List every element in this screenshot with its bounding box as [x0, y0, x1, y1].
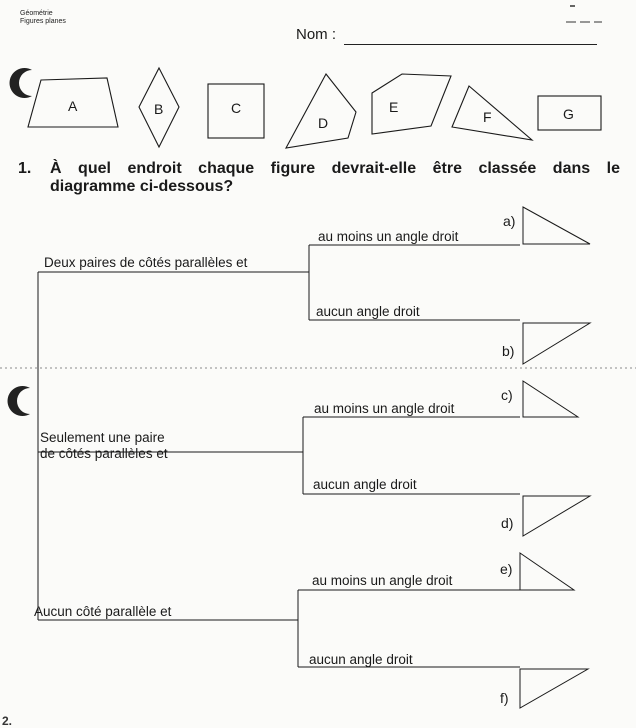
question-text-line1: À quel endroit chaque figure devrait-elle être classée dans le [50, 160, 620, 177]
group-2-top-branch-label: au moins un angle droit [314, 401, 455, 416]
figure-f-letter: F [483, 109, 492, 125]
answer-triangle-c [523, 381, 578, 417]
header-topic: Figures planes [20, 18, 66, 25]
figure-c-letter: C [231, 100, 242, 116]
group-3-top-branch-label: au moins un angle droit [312, 573, 453, 588]
group-2-bottom-branch-label: aucun angle droit [313, 477, 417, 492]
group-2-label-line2: de côtés parallèles et [40, 446, 168, 461]
figure-a-letter: A [68, 98, 78, 114]
answer-label-a: a) [503, 213, 516, 229]
header-subject: Géométrie [20, 10, 53, 17]
question-number: 1. [18, 160, 32, 177]
figure-g-letter: G [563, 106, 574, 122]
figure-b-letter: B [154, 101, 164, 117]
figure-d-letter: D [318, 115, 329, 131]
answer-label-d: d) [501, 515, 514, 531]
binder-hole-top [10, 68, 32, 98]
answer-triangle-b [523, 323, 590, 364]
figure-f-triangle [452, 86, 532, 140]
group-1-label: Deux paires de côtés parallèles et [44, 255, 248, 270]
answer-triangle-d [523, 496, 590, 536]
group-1-top-branch-label: au moins un angle droit [318, 229, 459, 244]
question-text-line2: diagramme ci-dessous? [50, 178, 234, 195]
figure-e-letter: E [389, 99, 399, 115]
answer-label-c: c) [501, 387, 513, 403]
group-1-bottom-branch-label: aucun angle droit [316, 304, 420, 319]
answer-label-f: f) [500, 690, 509, 706]
next-question-number: 2. [2, 714, 13, 728]
group-3-label: Aucun côté parallèle et [34, 604, 172, 619]
figure-d-pentagon [286, 74, 356, 148]
group-2-label-line1: Seulement une paire [40, 430, 165, 445]
name-label: Nom : [296, 26, 337, 43]
answer-label-b: b) [502, 343, 515, 359]
binder-hole-middle [8, 386, 30, 416]
answer-triangle-a [523, 207, 590, 244]
group-3-bottom-branch-label: aucun angle droit [309, 652, 413, 667]
answer-label-e: e) [500, 561, 513, 577]
answer-triangle-e [520, 553, 574, 590]
answer-triangle-f [520, 669, 588, 708]
figure-e-quadrilateral [372, 74, 451, 134]
